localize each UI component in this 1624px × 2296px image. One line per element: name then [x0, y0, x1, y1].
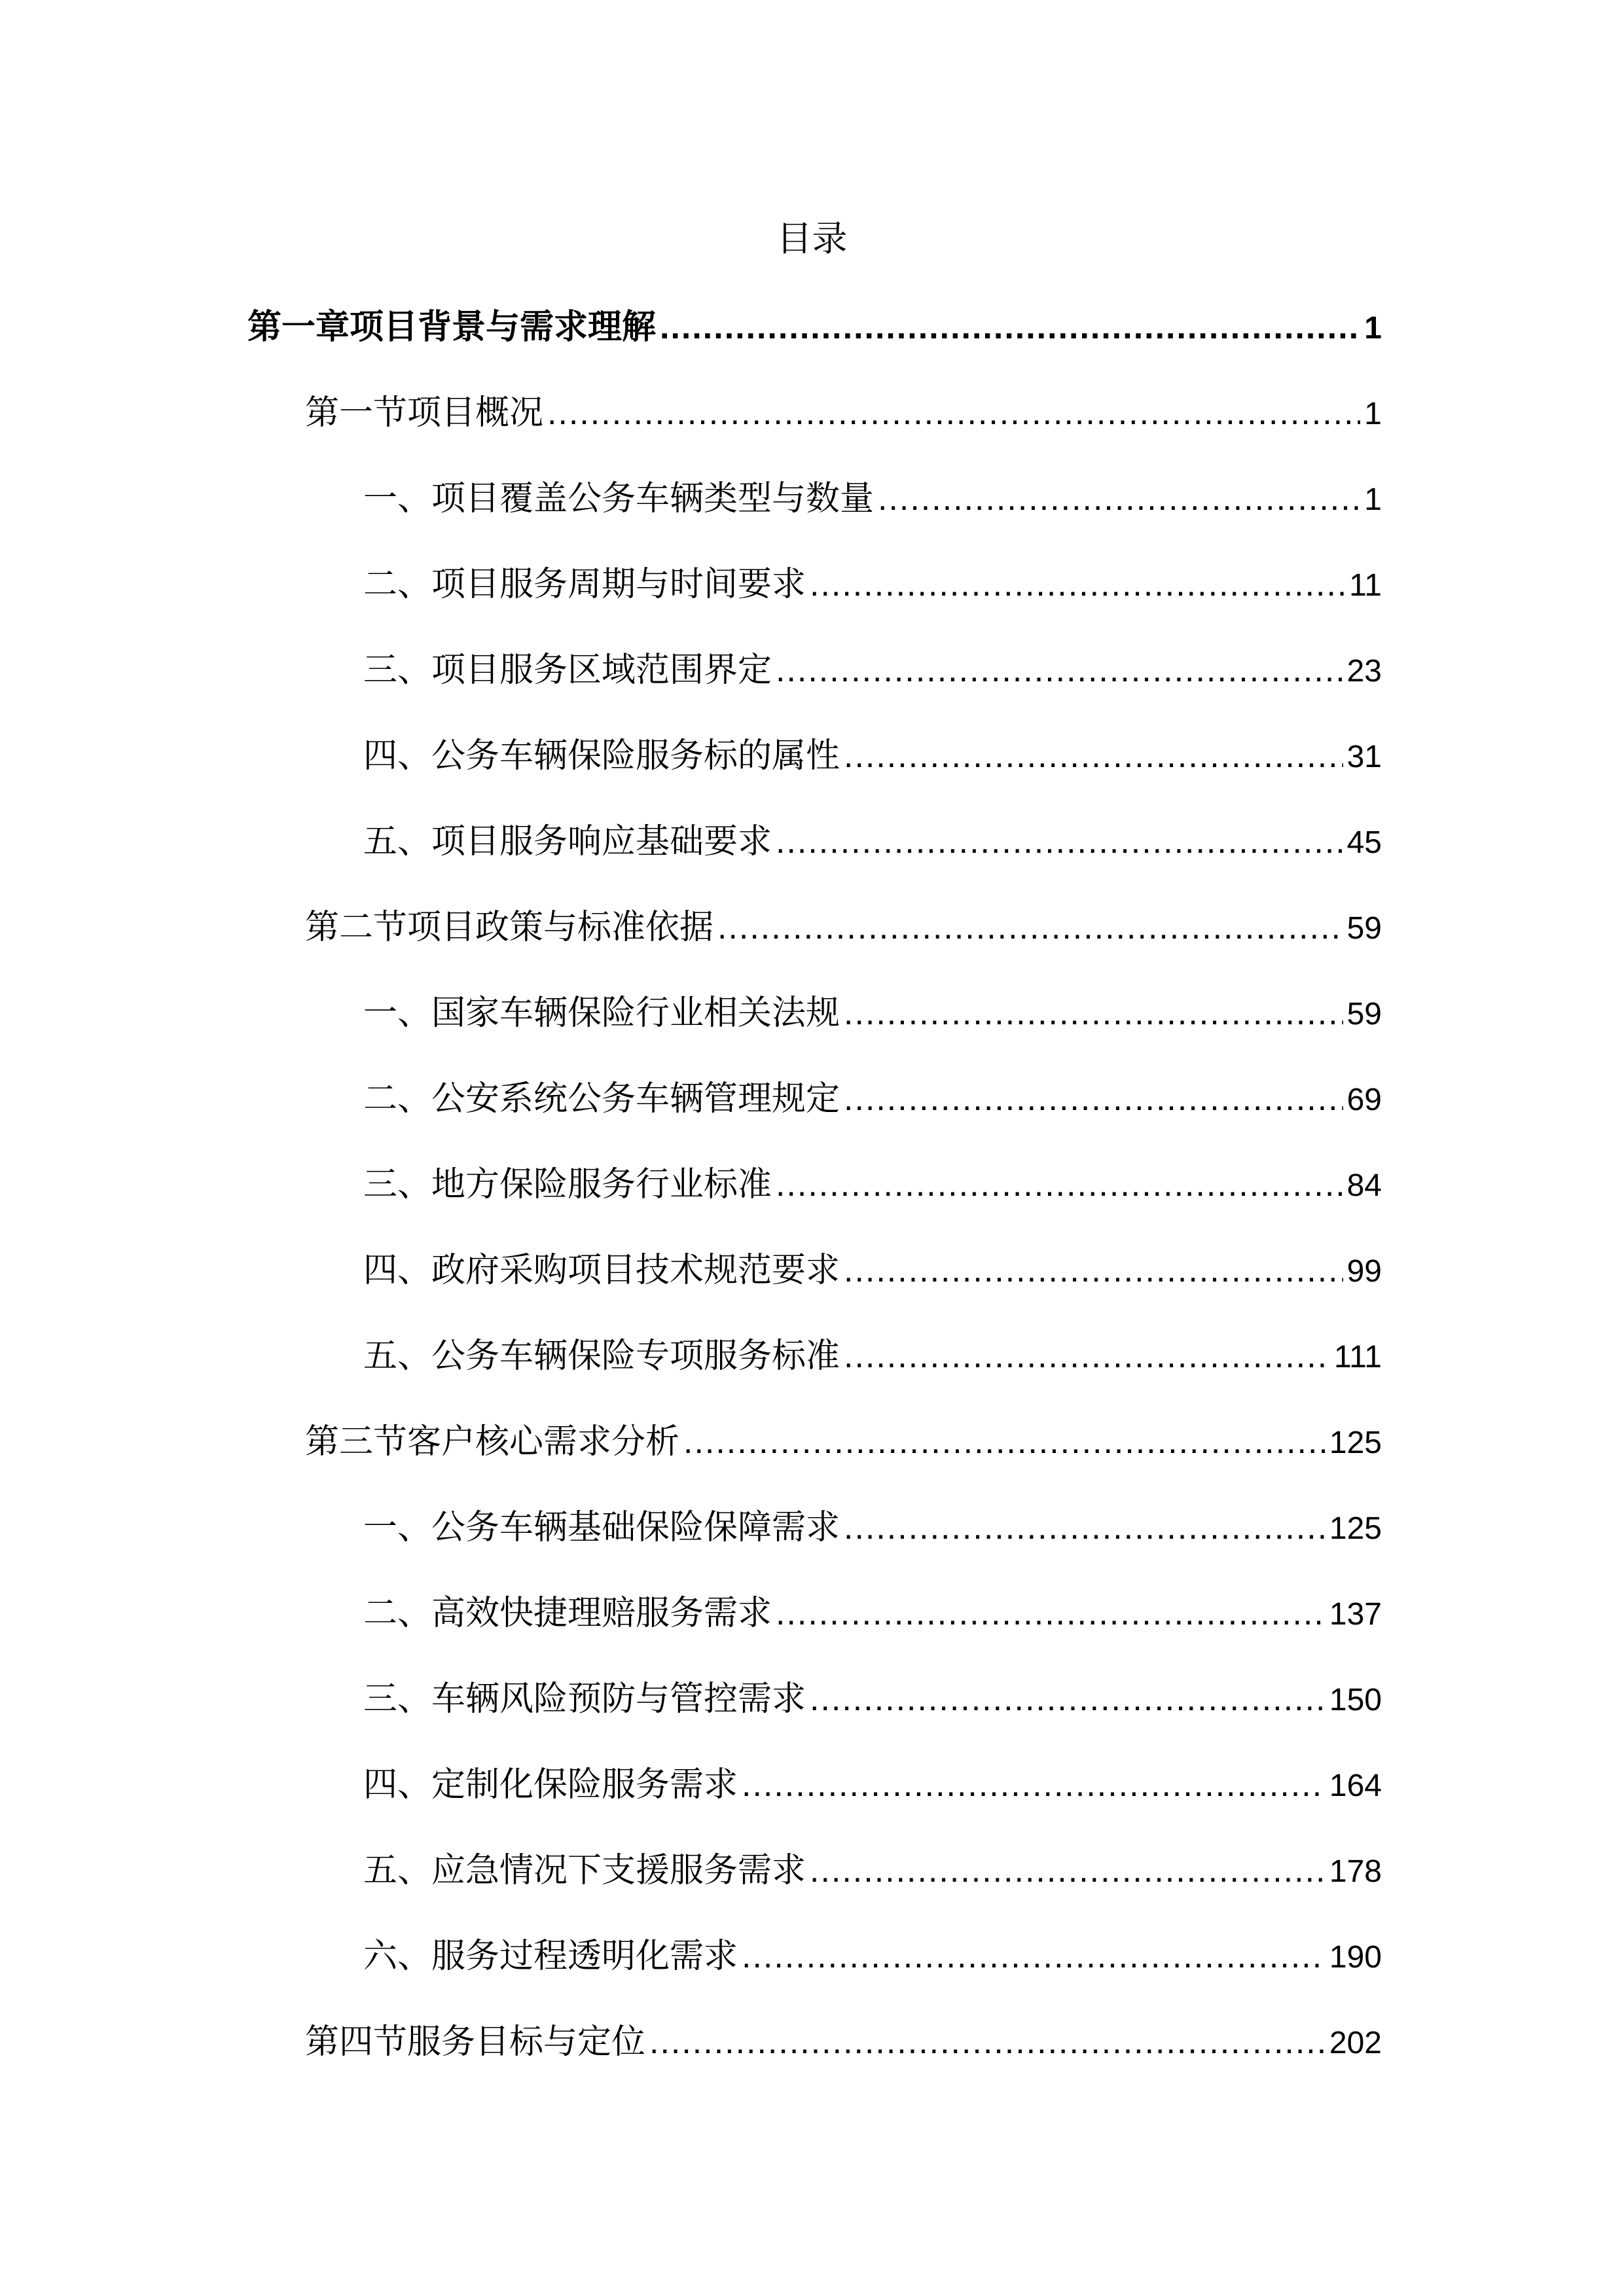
toc-entry-label: 一、公务车辆基础保险保障需求	[363, 1508, 840, 1547]
toc-page-number: 31	[1346, 740, 1382, 774]
toc-entry[interactable]	[363, 469, 1382, 528]
toc-entry-label: 第一节项目概况	[305, 393, 544, 433]
toc-dot-leader	[776, 641, 1343, 700]
toc-page-number: 178	[1329, 1854, 1382, 1889]
toc-page-number: 1	[1364, 397, 1382, 431]
toc-entry[interactable]	[363, 1755, 1382, 1814]
toc-dot-leader	[844, 1327, 1330, 1386]
toc-page-number: 69	[1346, 1083, 1382, 1117]
toc-entry[interactable]	[363, 984, 1382, 1043]
toc-entry-label: 四、定制化保险服务需求	[363, 1765, 738, 1804]
toc-page-number: 137	[1329, 1597, 1382, 1632]
toc-page-number: 190	[1329, 1940, 1382, 1975]
toc-page-number: 23	[1346, 654, 1382, 689]
toc-page-number: 125	[1329, 1511, 1382, 1546]
toc-dot-leader	[844, 1241, 1343, 1300]
toc-dot-leader	[878, 469, 1360, 528]
toc-entry[interactable]	[363, 1241, 1382, 1300]
toc-dot-leader	[776, 812, 1343, 871]
toc-dot-leader	[844, 1069, 1343, 1128]
toc-entry-label: 第三节客户核心需求分析	[305, 1422, 680, 1462]
toc-entry[interactable]	[363, 1670, 1382, 1729]
toc-entry-label: 五、公务车辆保险专项服务标准	[363, 1336, 840, 1376]
toc-entry-label: 二、公安系统公务车辆管理规定	[363, 1079, 840, 1119]
toc-page-number: 11	[1349, 568, 1382, 603]
toc-entry[interactable]	[363, 1327, 1382, 1386]
toc-entry-label: 三、地方保险服务行业标准	[363, 1165, 772, 1204]
toc-entry[interactable]	[363, 641, 1382, 700]
toc-entry[interactable]	[247, 298, 1382, 357]
toc-page-number: 111	[1334, 1340, 1382, 1374]
toc-entry-label: 二、项目服务周期与时间要求	[363, 565, 806, 604]
toc-entry-label: 一、项目覆盖公务车辆类型与数量	[363, 479, 875, 518]
toc-dot-leader	[742, 1927, 1326, 1986]
toc-title: 目录	[776, 218, 848, 259]
toc-entry[interactable]	[363, 1498, 1382, 1557]
toc-entry-label: 三、项目服务区域范围界定	[363, 651, 772, 690]
toc-page-number: 1	[1364, 482, 1382, 517]
toc-dot-leader	[649, 2013, 1326, 2072]
toc-dot-leader	[844, 984, 1343, 1043]
toc-dot-leader	[547, 384, 1360, 442]
toc-entry-label: 四、公务车辆保险服务标的属性	[363, 736, 840, 776]
toc-entry[interactable]	[363, 1155, 1382, 1214]
toc-dot-leader	[844, 1498, 1326, 1557]
toc-entry-label: 第二节项目政策与标准依据	[305, 908, 714, 947]
toc-entry-label: 四、政府采购项目技术规范要求	[363, 1251, 840, 1290]
toc-dot-leader	[717, 898, 1343, 957]
toc-page-number: 59	[1346, 997, 1382, 1031]
toc-entry[interactable]	[363, 1841, 1382, 1900]
toc-entry-label: 第一章项目背景与需求理解	[247, 308, 657, 347]
toc-page-number: 59	[1346, 911, 1382, 946]
toc-entry[interactable]	[363, 555, 1382, 614]
toc-dot-leader	[776, 1584, 1326, 1643]
toc-page-number: 150	[1329, 1683, 1382, 1717]
toc-page-number: 202	[1329, 2026, 1382, 2060]
toc-page-number: 45	[1346, 825, 1382, 860]
toc-dot-leader	[810, 555, 1345, 614]
toc-page-number: 125	[1329, 1426, 1382, 1460]
toc-entry-label: 五、项目服务响应基础要求	[363, 822, 772, 861]
toc-page-number: 84	[1346, 1168, 1382, 1203]
toc-entry[interactable]	[305, 898, 1382, 957]
toc-dot-leader	[660, 298, 1360, 357]
toc-entry-label: 三、车辆风险预防与管控需求	[363, 1679, 806, 1719]
toc-entry-label: 二、高效快捷理赔服务需求	[363, 1594, 772, 1633]
toc-dot-leader	[742, 1755, 1326, 1814]
toc-entry-label: 五、应急情况下支援服务需求	[363, 1851, 806, 1890]
toc-entry[interactable]	[363, 726, 1382, 785]
toc-entry-label: 第四节服务目标与定位	[305, 2022, 646, 2062]
toc-entry[interactable]	[305, 1412, 1382, 1471]
toc-page-number: 99	[1346, 1254, 1382, 1289]
toc-dot-leader	[776, 1155, 1343, 1214]
toc-entry[interactable]	[363, 1069, 1382, 1128]
toc-entry[interactable]	[363, 1584, 1382, 1643]
toc-page-number: 1	[1364, 311, 1382, 346]
toc-entry-label: 六、服务过程透明化需求	[363, 1937, 738, 1976]
toc-page-number: 164	[1329, 1768, 1382, 1803]
toc-dot-leader	[810, 1670, 1326, 1729]
toc-dot-leader	[844, 726, 1343, 785]
toc-entry[interactable]	[305, 2013, 1382, 2072]
toc-dot-leader	[810, 1841, 1326, 1900]
toc-entry[interactable]	[305, 384, 1382, 442]
toc-entry-label: 一、国家车辆保险行业相关法规	[363, 994, 840, 1033]
toc-entry[interactable]	[363, 812, 1382, 871]
toc-dot-leader	[683, 1412, 1326, 1471]
toc-entry[interactable]	[363, 1927, 1382, 1986]
